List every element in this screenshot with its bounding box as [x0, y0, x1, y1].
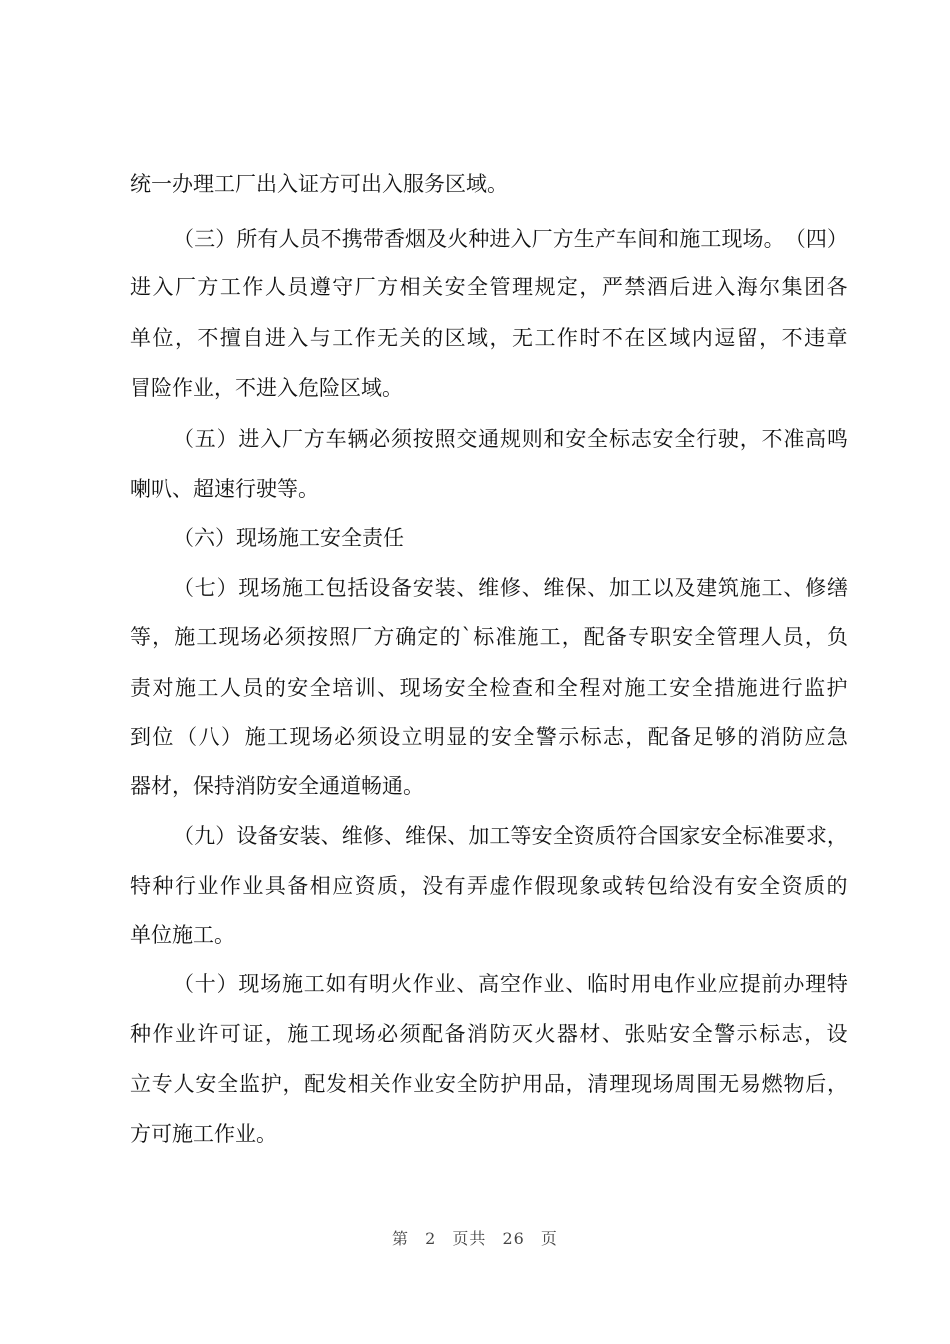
line-text: 单 位 ， 不 擅 自 进 入 与 工 作 无 关 的 区 域 ， 无 工 作 时 不 在 区 域 内 逗 留 ， 不 违 章: [130, 326, 848, 350]
line-text: （六）现场施工安全责任: [173, 526, 404, 550]
line-text: （ 三 ） 所 有 人 员 不 携 带 香 烟 及 火 种 进 入 厂 方 生 产 车 间 和 施 工 现 场 。 （ 四 ）: [173, 227, 848, 251]
line-text: 种 作 业 许 可 证 ， 施 工 现 场 必 须 配 备 消 防 灭 火 器 材 、 张 贴 安 全 警 示 标 志 ， 设: [130, 1022, 848, 1046]
line-text: 单位施工。: [130, 923, 235, 947]
line-text: 立 专 人 安 全 监 护 ， 配 发 相 关 作 业 安 全 防 护 用 品 ， 清 理 现 场 周 围 无 易 燃 物 后 ，: [130, 1072, 848, 1096]
line-text: （ 五 ） 进 入 厂 方 车 辆 必 须 按 照 交 通 规 则 和 安 全 标 志 安 全 行 驶 ， 不 准 高 鸣: [173, 427, 848, 451]
line-text: 到 位 （ 八 ） 施 工 现 场 必 须 设 立 明 显 的 安 全 警 示 标 志 ， 配 备 足 够 的 消 防 应 急: [130, 725, 848, 749]
line-text: 进 入 厂 方 工 作 人 员 遵 守 厂 方 相 关 安 全 管 理 规 定 ， 严 禁 酒 后 进 入 海 尔 集 团 各: [130, 275, 848, 299]
line-text: 方可施工作业。: [130, 1122, 277, 1146]
line-text: 喇叭、超速行驶等。: [130, 477, 319, 501]
line-text: 特 种 行 业 作 业 具 备 相 应 资 质 ， 没 有 弄 虚 作 假 现 象 或 转 包 给 没 有 安 全 资 质 的: [130, 874, 848, 898]
line-text: 统一办理工厂出入证方可出入服务区域。: [130, 172, 508, 196]
line-text: （ 十 ） 现 场 施 工 如 有 明 火 作 业 、 高 空 作 业 、 临 时 用 电 作 业 应 提 前 办 理 特: [173, 972, 848, 996]
line-text: 责 对 施 工 人 员 的 安 全 培 训 、 现 场 安 全 检 查 和 全 程 对 施 工 安 全 措 施 进 行 监 护: [130, 676, 848, 700]
line-text: 器材，保持消防安全通道畅通。: [130, 774, 424, 798]
line-text: （ 九 ） 设 备 安 装 、 维 修 、 维 保 、 加 工 等 安 全 资 质 符 合 国 家 安 全 标 准 要 求 ，: [173, 824, 848, 848]
line-text: 冒险作业，不进入危险区域。: [130, 376, 403, 400]
line-text: 等 ， 施 工 现 场 必 须 按 照 厂 方 确 定 的 ` 标 准 施 工 ， 配 备 专 职 安 全 管 理 人 员 ， 负: [130, 625, 848, 649]
page-footer: 第 2 页共 26 页: [392, 1229, 558, 1248]
line-text: （ 七 ） 现 场 施 工 包 括 设 备 安 装 、 维 修 、 维 保 、 加 工 以 及 建 筑 施 工 、 修 缮: [173, 576, 848, 600]
